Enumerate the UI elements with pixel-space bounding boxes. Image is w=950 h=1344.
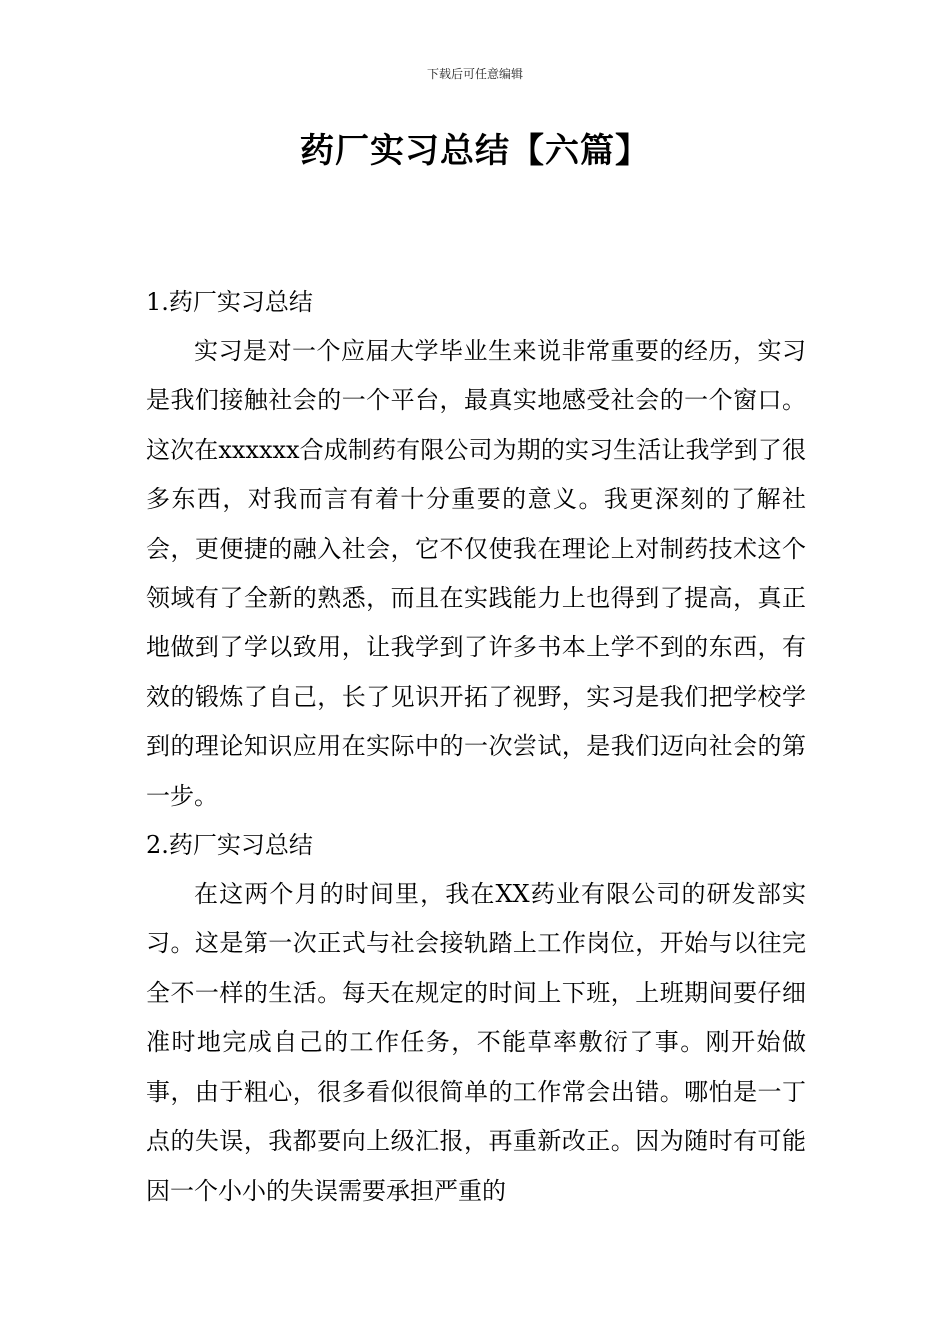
section-paragraph: 在这两个月的时间里，我在XX药业有限公司的研发部实习。这是第一次正式与社会接轨踏上工作岗位，开始与以往完全不一样的生活。每天在规定的时间上下班，上班期间要仔细准时地完成自己的工作任务，不能草率敷衍了事。刚开始做事，由于粗心，很多看似很简单的工作常会出错。哪怕是一丁点的失误，我都要向上级汇报，再重新改正。因为随时有可能因一个小小的失误需要承担严重的	[146, 880, 806, 1205]
header-note: 下载后可任意编辑	[426, 67, 523, 81]
section-heading: 2.药厂实习总结	[146, 831, 313, 860]
section-1	[146, 278, 806, 821]
document-title: 药厂实习总结【六篇】	[300, 131, 650, 171]
section-2	[146, 821, 806, 1216]
section-heading: 1.药厂实习总结	[146, 288, 313, 316]
section-paragraph: 实习是对一个应届大学毕业生来说非常重要的经历，实习是我们接触社会的一个平台，最真实地感受社会的一个窗口。这次在xxxxxx合成制药有限公司为期的实习生活让我学到了很多东西，对我而言有着十分重要的意义。我更深刻的了解社会，更便捷的融入社会，它不仅使我在理论上对制药技术这个领域有了全新的熟悉，而且在实践能力上也得到了提高，真正地做到了学以致用，让我学到了许多书本上学不到的东西，有效的锻炼了自己，长了见识开拓了视野，实习是我们把学校学到的理论知识应用在实际中的一次尝试，是我们迈向社会的第一步。	[146, 337, 806, 810]
document-body	[146, 278, 806, 1216]
